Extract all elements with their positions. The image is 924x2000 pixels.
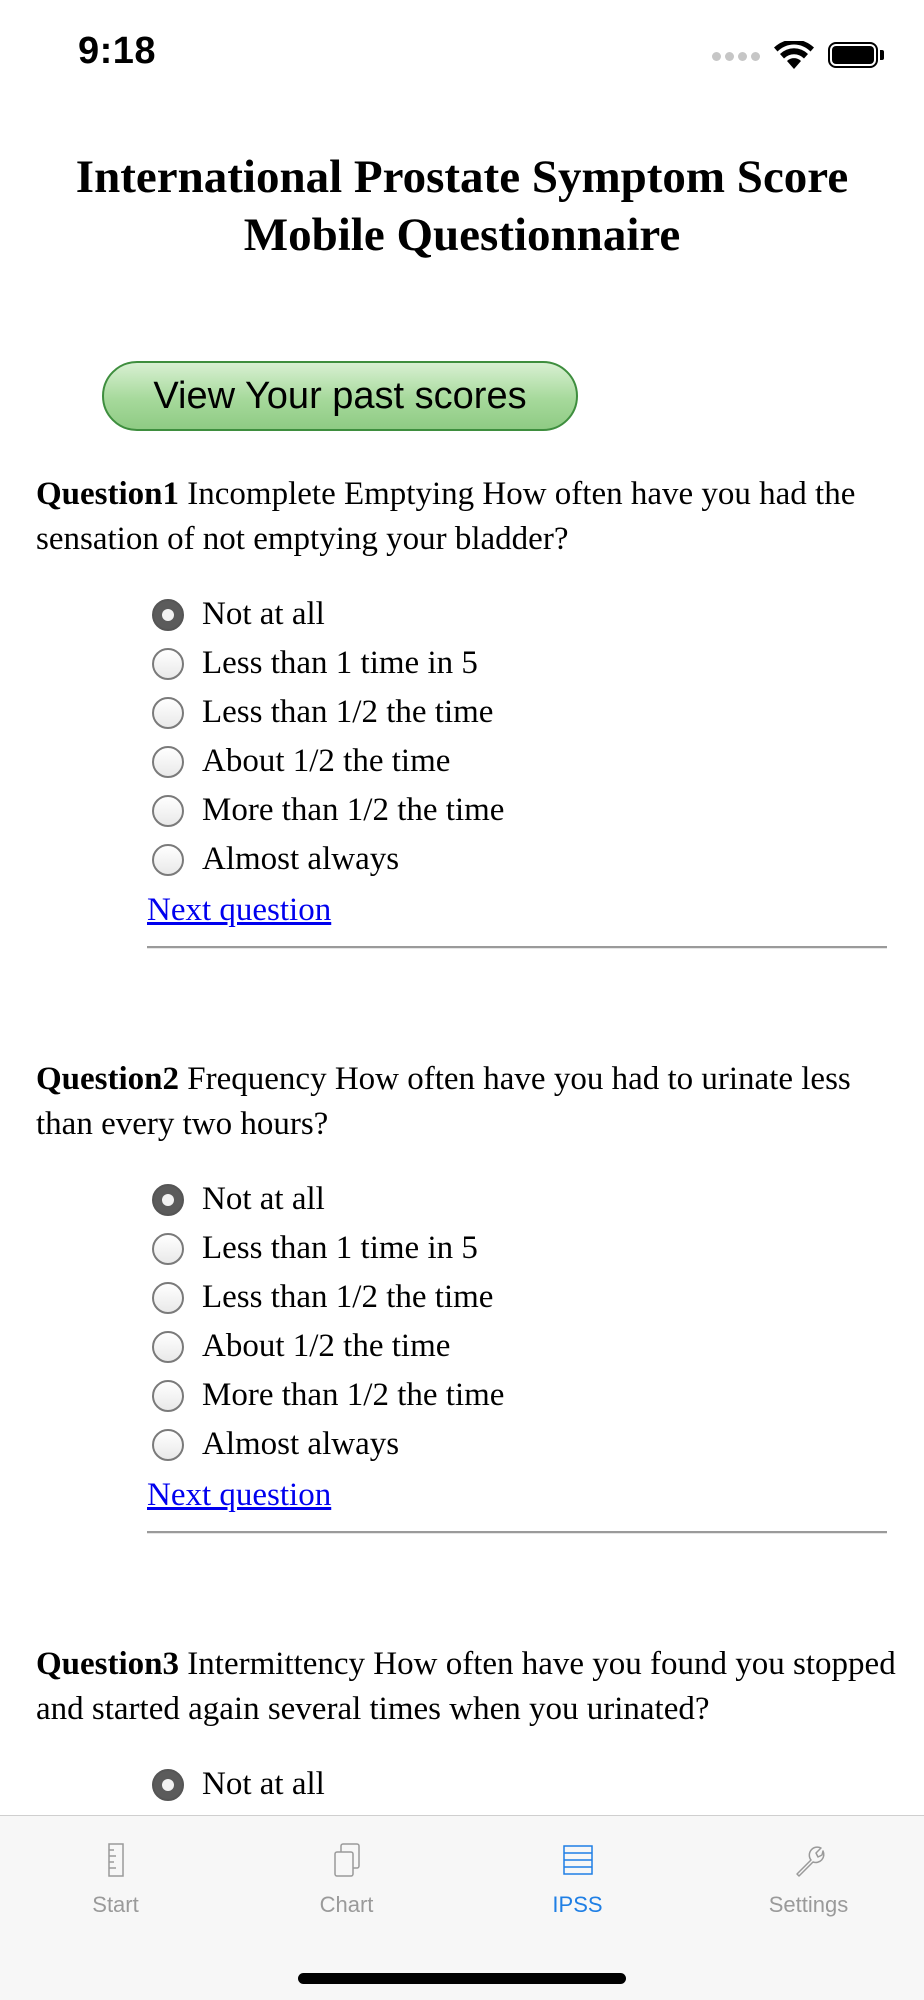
question-2-body: Frequency How often have you had to urinate less than every two hours? [36,1061,851,1142]
question-2-number: Question2 [36,1061,180,1097]
radio-button[interactable] [152,1233,184,1265]
question-2-options [152,1175,504,1469]
radio-button[interactable] [152,795,184,827]
option-label: Less than 1 time in 5 [202,645,478,681]
radio-button[interactable] [152,1429,184,1461]
question-3-text [36,1642,896,1732]
radio-button-checked[interactable] [152,1769,184,1801]
status-icons [712,38,886,74]
question-3-options [152,1760,325,1809]
wifi-icon [774,41,814,71]
radio-button-checked[interactable] [152,599,184,631]
radio-button[interactable] [152,1380,184,1412]
page-title-line2: Mobile Questionnaire [243,209,681,261]
tab-chart[interactable] [231,1816,462,1926]
status-bar [0,0,924,110]
tab-label: Settings [768,1892,849,1917]
question-1-option-5[interactable] [152,835,504,884]
divider [147,946,887,949]
option-label: Not at all [202,596,325,632]
tab-start[interactable] [0,1816,231,1926]
wrench-icon [789,1840,829,1880]
webview-content[interactable] [0,110,924,1815]
question-1-text [36,472,896,562]
tab-settings[interactable] [693,1816,924,1926]
next-question-link[interactable]: Next question [147,892,332,928]
question-1-number: Question1 [36,476,180,512]
option-label: Not at all [202,1181,325,1217]
radio-button[interactable] [152,1282,184,1314]
tab-ipss[interactable] [462,1816,693,1926]
radio-button[interactable] [152,648,184,680]
question-1-body: Incomplete Emptying How often have you had the sensation of not emptying your bladder? [36,476,856,557]
option-label: About 1/2 the time [202,1328,451,1364]
cellular-signal-icon [712,52,760,61]
battery-icon [828,42,886,70]
documents-icon [327,1840,367,1880]
option-label: Less than 1 time in 5 [202,1230,478,1266]
tab-label: Chart [319,1892,374,1917]
option-label: Less than 1/2 the time [202,1279,494,1315]
home-indicator[interactable] [298,1973,626,1984]
option-label: More than 1/2 the time [202,792,505,828]
question-3-option-0[interactable] [152,1760,325,1809]
question-2 [36,1057,896,1513]
option-label: Less than 1/2 the time [202,694,494,730]
question-1 [36,472,896,928]
tab-label: Start [92,1892,139,1917]
radio-button[interactable] [152,1331,184,1363]
view-past-scores-button[interactable]: View Your past scores [102,361,578,431]
question-2-option-0[interactable] [152,1175,504,1224]
question-3 [36,1642,896,1802]
option-label: More than 1/2 the time [202,1377,505,1413]
tab-bar [0,1815,924,2000]
radio-button-checked[interactable] [152,1184,184,1216]
question-1-option-3[interactable] [152,737,504,786]
option-label: Not at all [202,1766,325,1802]
question-2-option-4[interactable] [152,1371,504,1420]
question-3-body: Intermittency How often have you found you stopped and started again several times when you urinated? [36,1646,896,1727]
question-2-option-1[interactable] [152,1224,504,1273]
question-1-option-2[interactable] [152,688,504,737]
question-1-options [152,590,504,884]
question-2-text [36,1057,896,1147]
radio-button[interactable] [152,697,184,729]
list-icon [558,1840,598,1880]
question-1-option-1[interactable] [152,639,504,688]
status-time: 9:18 [78,30,157,72]
radio-button[interactable] [152,844,184,876]
question-2-option-2[interactable] [152,1273,504,1322]
question-3-number: Question3 [36,1646,180,1682]
tab-label: IPSS [552,1892,603,1917]
option-label: Almost always [202,841,400,877]
option-label: Almost always [202,1426,400,1462]
ruler-icon [96,1840,136,1880]
option-label: About 1/2 the time [202,743,451,779]
question-1-option-0[interactable] [152,590,504,639]
page-title [36,148,888,264]
question-2-option-3[interactable] [152,1322,504,1371]
page-title-line1: International Prostate Symptom Score [75,151,849,203]
question-1-option-4[interactable] [152,786,504,835]
question-2-option-5[interactable] [152,1420,504,1469]
divider [147,1531,887,1534]
next-question-link[interactable]: Next question [147,1477,332,1513]
radio-button[interactable] [152,746,184,778]
